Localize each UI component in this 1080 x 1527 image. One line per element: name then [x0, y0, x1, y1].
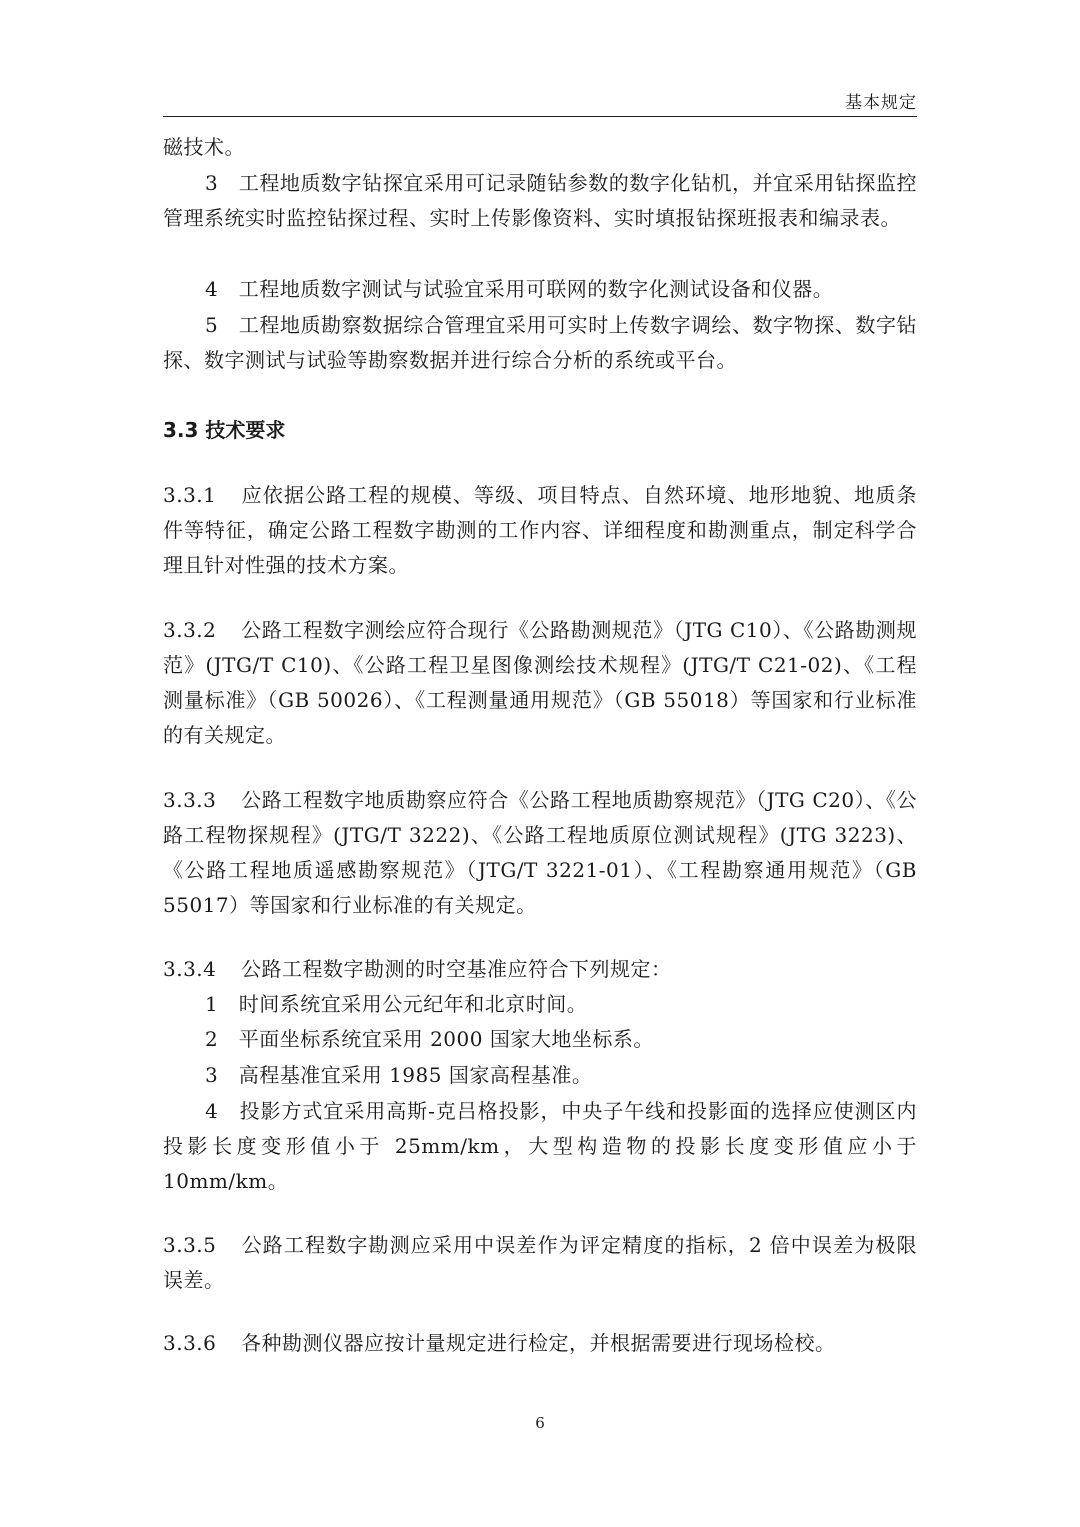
list-item-2: 2 平面坐标系统宜采用 2000 国家大地坐标系。: [205, 1027, 654, 1051]
clause-3-3-4: [163, 952, 917, 987]
clause-number: 3.3.1: [163, 483, 217, 507]
clause-3-3-5: [163, 1228, 917, 1298]
list-item-3: 3 高程基准宜采用 1985 国家高程基准。: [205, 1063, 593, 1087]
clause-text: 公路工程数字测绘应符合现行《公路勘测规范》（JTG C10）、《公路勘测规范》(JTG/T C10)、《公路工程卫星图像测绘技术规程》(JTG/T C21-02)、《工程测量标准》（GB 50026）、《工程测量通用规范》（GB 55018）等国家和行业标准的有关规定。: [163, 618, 917, 747]
paragraph-item-4: 4 工程地质数字测试与试验宜采用可联网的数字化测试设备和仪器。: [205, 277, 834, 301]
clause-number: 3.3.5: [163, 1233, 217, 1257]
list-item-4: 4 投影方式宜采用高斯-克吕格投影，中央子午线和投影面的选择应使测区内投影长度变形值小于 25mm/km，大型构造物的投影长度变形值应小于10mm/km。: [163, 1099, 917, 1193]
clause-3-3-6: [163, 1326, 917, 1361]
clause-text: 各种勘测仪器应按计量规定进行检定，并根据需要进行现场检校。: [241, 1331, 836, 1355]
clause-text: 应依据公路工程的规模、等级、项目特点、自然环境、地形地貌、地质条件等特征，确定公路工程数字勘测的工作内容、详细程度和勘测重点，制定科学合理且针对性强的技术方案。: [163, 483, 917, 577]
clause-number: 3.3.2: [163, 618, 217, 642]
paragraph-continuation: 磁技术。: [163, 135, 245, 159]
page-number: 6: [535, 1414, 545, 1432]
clause-3-3-1: [163, 478, 917, 583]
clause-number: 3.3.3: [163, 788, 217, 812]
clause-3-3-2: [163, 613, 917, 753]
header-rule: [163, 116, 917, 117]
clause-text: 公路工程数字勘测的时空基准应符合下列规定：: [241, 957, 672, 981]
clause-text: 公路工程数字勘测应采用中误差作为评定精度的指标，2 倍中误差为极限误差。: [163, 1233, 917, 1292]
paragraph-item-5: 5 工程地质勘察数据综合管理宜采用可实时上传数字调绘、数字物探、数字钻探、数字测试与试验等勘察数据并进行综合分析的系统或平台。: [163, 313, 917, 372]
section-heading: [163, 414, 285, 443]
section-title: 技术要求: [205, 418, 286, 442]
clause-number: 3.3.4: [163, 957, 217, 981]
running-header: 基本规定: [845, 93, 917, 113]
paragraph-item-3: 3 工程地质数字钻探宜采用可记录随钻参数的数字化钻机，并宜采用钻探监控管理系统实时监控钻探过程、实时上传影像资料、实时填报钻探班报表和编录表。: [163, 171, 917, 230]
section-number: 3.3: [163, 418, 199, 442]
clause-text: 公路工程数字地质勘察应符合《公路工程地质勘察规范》（JTG C20）、《公路工程物探规程》(JTG/T 3222)、《公路工程地质原位测试规程》(JTG 3223)、《公路工程地质遥感勘察规范》（JTG/T 3221-01）、《工程勘察通用规范》（GB 55017）等国家和行业标准的有关规定。: [163, 788, 917, 917]
clause-number: 3.3.6: [163, 1331, 217, 1355]
list-item-1: 1 时间系统宜采用公元纪年和北京时间。: [205, 992, 588, 1016]
clause-3-3-3: [163, 783, 917, 923]
